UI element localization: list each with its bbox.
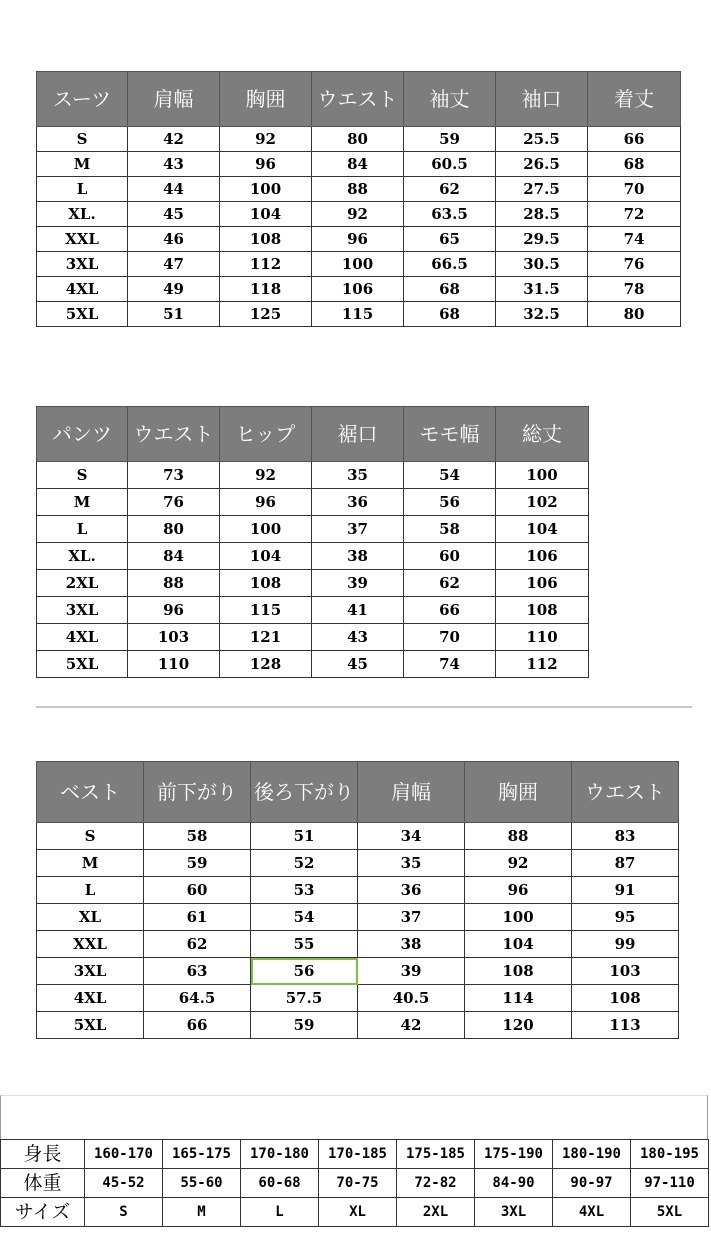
table-cell: 95 <box>572 904 679 931</box>
table-cell: 76 <box>588 252 681 277</box>
table-cell: 27.5 <box>496 177 588 202</box>
table-cell: XXL <box>37 931 144 958</box>
table-cell: 56 <box>404 489 496 516</box>
table-cell: XXL <box>37 227 128 252</box>
table-row <box>37 543 589 570</box>
table-cell: 66 <box>144 1012 251 1039</box>
table-cell: 88 <box>312 177 404 202</box>
pants-header-cell: 裾口 <box>312 407 404 462</box>
table-cell: 38 <box>358 931 465 958</box>
table-row <box>37 462 589 489</box>
table-cell: 40.5 <box>358 985 465 1012</box>
table-cell: 41 <box>312 597 404 624</box>
table-row <box>37 302 681 327</box>
table-cell: 106 <box>496 543 589 570</box>
table-cell: 54 <box>251 904 358 931</box>
table-row <box>37 127 681 152</box>
table-cell: 35 <box>358 850 465 877</box>
suits-header-cell: ウエスト <box>312 72 404 127</box>
suits-header-row <box>37 72 681 127</box>
table-cell: 120 <box>465 1012 572 1039</box>
table-cell: 170-185 <box>319 1140 397 1169</box>
table-cell: 87 <box>572 850 679 877</box>
table-cell: 88 <box>465 823 572 850</box>
table-cell: 2XL <box>37 570 128 597</box>
table-cell: S <box>37 462 128 489</box>
table-cell: 65 <box>404 227 496 252</box>
table-cell: 108 <box>572 985 679 1012</box>
table-cell: 100 <box>220 177 312 202</box>
table-cell: 96 <box>465 877 572 904</box>
table-cell: 104 <box>220 543 312 570</box>
table-cell: 103 <box>128 624 220 651</box>
pants-header-cell: パンツ <box>37 407 128 462</box>
table-cell: 25.5 <box>496 127 588 152</box>
table-cell: 68 <box>588 152 681 177</box>
table-row <box>37 152 681 177</box>
table-cell: 108 <box>496 597 589 624</box>
table-cell: 76 <box>128 489 220 516</box>
suits-header-cell: 着丈 <box>588 72 681 127</box>
table-cell: M <box>37 152 128 177</box>
table-cell: 96 <box>128 597 220 624</box>
table-cell: 53 <box>251 877 358 904</box>
table-cell: XL <box>319 1198 397 1227</box>
table-cell: 110 <box>128 651 220 678</box>
table-cell: 96 <box>312 227 404 252</box>
table-cell: 175-190 <box>475 1140 553 1169</box>
pants-header-cell: ウエスト <box>128 407 220 462</box>
table-cell: 64.5 <box>144 985 251 1012</box>
suits-header-cell: 袖口 <box>496 72 588 127</box>
table-cell: 72 <box>588 202 681 227</box>
table-cell: 104 <box>220 202 312 227</box>
table-cell: 92 <box>220 127 312 152</box>
suits-header-cell: 胸囲 <box>220 72 312 127</box>
table-cell: 110 <box>496 624 589 651</box>
table-cell: 51 <box>251 823 358 850</box>
table-cell: S <box>37 823 144 850</box>
table-cell: 96 <box>220 489 312 516</box>
size-label: サイズ <box>1 1198 85 1227</box>
table-cell: 106 <box>312 277 404 302</box>
table-cell: 70 <box>404 624 496 651</box>
table-cell: 3XL <box>37 597 128 624</box>
table-cell: 3XL <box>475 1198 553 1227</box>
pants-size-table <box>36 406 589 678</box>
pants-header-row <box>37 407 589 462</box>
table-cell: 100 <box>496 462 589 489</box>
table-row <box>37 904 679 931</box>
vest-header-cell: 胸囲 <box>465 762 572 823</box>
selected-table-cell[interactable]: 56 <box>251 958 358 985</box>
table-cell: 54 <box>404 462 496 489</box>
table-cell: 42 <box>128 127 220 152</box>
table-cell: 92 <box>220 462 312 489</box>
table-cell: 5XL <box>37 651 128 678</box>
table-cell: 72-82 <box>397 1169 475 1198</box>
table-row <box>37 931 679 958</box>
table-cell: 63 <box>144 958 251 985</box>
table-row <box>37 202 681 227</box>
table-cell: 60-68 <box>241 1169 319 1198</box>
table-cell: 113 <box>572 1012 679 1039</box>
table-cell: 175-185 <box>397 1140 475 1169</box>
table-cell: L <box>37 877 144 904</box>
table-cell: 28.5 <box>496 202 588 227</box>
table-cell: XL. <box>37 202 128 227</box>
table-cell: 26.5 <box>496 152 588 177</box>
table-cell: 102 <box>496 489 589 516</box>
table-cell: 118 <box>220 277 312 302</box>
table-cell: 4XL <box>553 1198 631 1227</box>
table-cell: 39 <box>358 958 465 985</box>
table-cell: S <box>37 127 128 152</box>
pants-header-cell: ヒップ <box>220 407 312 462</box>
table-cell: 125 <box>220 302 312 327</box>
table-cell: 60 <box>144 877 251 904</box>
table-cell: 43 <box>312 624 404 651</box>
table-cell: 30.5 <box>496 252 588 277</box>
table-cell: 170-180 <box>241 1140 319 1169</box>
table-cell: 52 <box>251 850 358 877</box>
suits-size-table <box>36 71 681 327</box>
table-cell: 44 <box>128 177 220 202</box>
table-cell: 45 <box>312 651 404 678</box>
table-cell: 5XL <box>37 302 128 327</box>
suits-header-cell: 肩幅 <box>128 72 220 127</box>
table-cell: 104 <box>465 931 572 958</box>
table-cell: 91 <box>572 877 679 904</box>
table-cell: 4XL <box>37 277 128 302</box>
table-row <box>37 624 589 651</box>
table-cell: 55-60 <box>163 1169 241 1198</box>
table-cell: 112 <box>496 651 589 678</box>
table-row <box>37 985 679 1012</box>
suits-header-cell: 袖丈 <box>404 72 496 127</box>
table-cell: 92 <box>465 850 572 877</box>
table-cell: 88 <box>128 570 220 597</box>
table-cell: M <box>163 1198 241 1227</box>
table-cell: 78 <box>588 277 681 302</box>
table-cell: L <box>37 516 128 543</box>
table-cell: 5XL <box>631 1198 709 1227</box>
vest-header-row <box>37 762 679 823</box>
table-cell: 70 <box>588 177 681 202</box>
table-cell: 108 <box>465 958 572 985</box>
size-row <box>1 1198 709 1227</box>
table-cell: 106 <box>496 570 589 597</box>
table-cell: 4XL <box>37 624 128 651</box>
table-row <box>37 277 681 302</box>
table-cell: 180-190 <box>553 1140 631 1169</box>
vest-header-cell: 前下がり <box>144 762 251 823</box>
table-row <box>37 958 679 985</box>
table-cell: 3XL <box>37 958 144 985</box>
table-cell: 128 <box>220 651 312 678</box>
table-cell: 73 <box>128 462 220 489</box>
table-cell: 58 <box>144 823 251 850</box>
table-row <box>37 651 589 678</box>
vest-header-cell: 後ろ下がり <box>251 762 358 823</box>
height-label: 身長 <box>1 1140 85 1169</box>
table-cell: 80 <box>588 302 681 327</box>
table-cell: 51 <box>128 302 220 327</box>
table-cell: 36 <box>358 877 465 904</box>
table-cell: S <box>85 1198 163 1227</box>
table-cell: 84 <box>128 543 220 570</box>
table-cell: 47 <box>128 252 220 277</box>
table-cell: 160-170 <box>85 1140 163 1169</box>
vest-header-cell: ベスト <box>37 762 144 823</box>
table-cell: 90-97 <box>553 1169 631 1198</box>
vest-header-cell: 肩幅 <box>358 762 465 823</box>
table-cell: 39 <box>312 570 404 597</box>
table-cell: 74 <box>404 651 496 678</box>
table-row <box>37 489 589 516</box>
table-cell: 165-175 <box>163 1140 241 1169</box>
table-row <box>37 227 681 252</box>
table-cell: 74 <box>588 227 681 252</box>
table-cell: 121 <box>220 624 312 651</box>
table-row <box>37 252 681 277</box>
table-cell: 100 <box>312 252 404 277</box>
table-cell: 96 <box>220 152 312 177</box>
table-row <box>37 516 589 543</box>
table-cell: 35 <box>312 462 404 489</box>
table-cell: 62 <box>404 177 496 202</box>
table-cell: 66.5 <box>404 252 496 277</box>
table-cell: 103 <box>572 958 679 985</box>
table-cell: 114 <box>465 985 572 1012</box>
table-cell: 92 <box>312 202 404 227</box>
table-cell: 3XL <box>37 252 128 277</box>
table-row <box>37 597 589 624</box>
table-cell: 57.5 <box>251 985 358 1012</box>
weight-label: 体重 <box>1 1169 85 1198</box>
table-cell: 97-110 <box>631 1169 709 1198</box>
table-cell: XL <box>37 904 144 931</box>
table-cell: 68 <box>404 277 496 302</box>
table-cell: 34 <box>358 823 465 850</box>
table-row <box>37 570 589 597</box>
table-cell: 62 <box>144 931 251 958</box>
table-cell: 4XL <box>37 985 144 1012</box>
table-cell: 84-90 <box>475 1169 553 1198</box>
table-cell: 100 <box>220 516 312 543</box>
table-cell: 59 <box>144 850 251 877</box>
table-cell: 70-75 <box>319 1169 397 1198</box>
table-cell: 115 <box>220 597 312 624</box>
table-cell: 112 <box>220 252 312 277</box>
table-cell: 37 <box>358 904 465 931</box>
table-cell: 29.5 <box>496 227 588 252</box>
table-cell: 99 <box>572 931 679 958</box>
table-cell: 83 <box>572 823 679 850</box>
table-cell: L <box>241 1198 319 1227</box>
table-cell: L <box>37 177 128 202</box>
table-cell: 59 <box>251 1012 358 1039</box>
table-cell: 45 <box>128 202 220 227</box>
table-cell: 100 <box>465 904 572 931</box>
table-cell: 68 <box>404 302 496 327</box>
table-cell: 180-195 <box>631 1140 709 1169</box>
weight-row <box>1 1169 709 1198</box>
suits-header-cell: スーツ <box>37 72 128 127</box>
table-cell: 115 <box>312 302 404 327</box>
table-cell: XL. <box>37 543 128 570</box>
table-row <box>37 177 681 202</box>
table-cell: 80 <box>312 127 404 152</box>
table-cell: 108 <box>220 570 312 597</box>
table-cell: 66 <box>588 127 681 152</box>
vest-header-cell: ウエスト <box>572 762 679 823</box>
pants-header-cell: モモ幅 <box>404 407 496 462</box>
table-cell: 5XL <box>37 1012 144 1039</box>
height-weight-size-table <box>0 1139 709 1227</box>
table-cell: 66 <box>404 597 496 624</box>
table-row <box>37 877 679 904</box>
table-row <box>37 850 679 877</box>
table-cell: 59 <box>404 127 496 152</box>
table-row <box>37 1012 679 1039</box>
table-cell: 46 <box>128 227 220 252</box>
table-cell: 84 <box>312 152 404 177</box>
table-cell: 32.5 <box>496 302 588 327</box>
vest-size-table <box>36 761 679 1039</box>
pants-header-cell: 総丈 <box>496 407 589 462</box>
height-row <box>1 1140 709 1169</box>
size-chart-frame <box>0 1095 708 1139</box>
table-cell: 38 <box>312 543 404 570</box>
table-cell: 61 <box>144 904 251 931</box>
table-cell: 55 <box>251 931 358 958</box>
table-cell: 104 <box>496 516 589 543</box>
table-cell: 58 <box>404 516 496 543</box>
table-cell: 36 <box>312 489 404 516</box>
table-cell: 63.5 <box>404 202 496 227</box>
table-cell: 60 <box>404 543 496 570</box>
table-cell: 45-52 <box>85 1169 163 1198</box>
table-cell: 49 <box>128 277 220 302</box>
table-cell: 31.5 <box>496 277 588 302</box>
table-cell: 80 <box>128 516 220 543</box>
section-divider <box>36 706 692 708</box>
table-cell: 62 <box>404 570 496 597</box>
table-cell: 43 <box>128 152 220 177</box>
table-cell: 60.5 <box>404 152 496 177</box>
table-cell: 108 <box>220 227 312 252</box>
table-cell: 2XL <box>397 1198 475 1227</box>
table-row <box>37 823 679 850</box>
table-cell: M <box>37 850 144 877</box>
table-cell: M <box>37 489 128 516</box>
table-cell: 37 <box>312 516 404 543</box>
table-cell: 42 <box>358 1012 465 1039</box>
